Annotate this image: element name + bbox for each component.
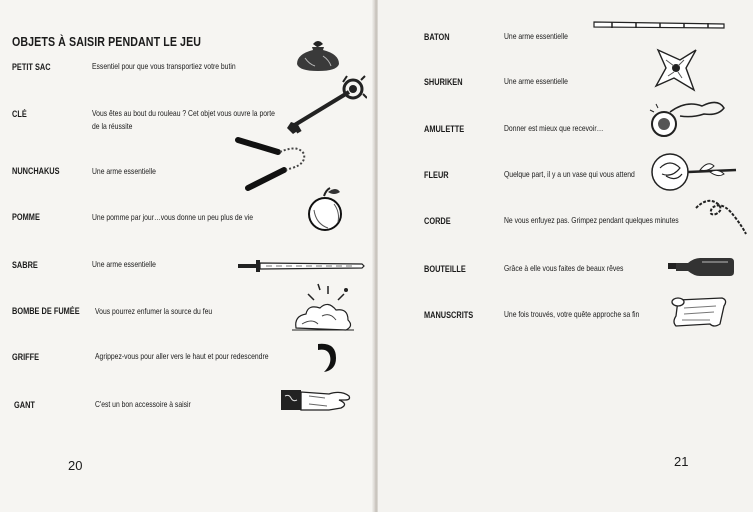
item-desc-corde: Ne vous enfuyez pas. Grimpez pendant quelques minutes [504,215,679,225]
smoke-bomb-icon [288,280,358,332]
page-title: OBJETS À SAISIR PENDANT LE JEU [12,34,202,49]
item-name-baton: BATON [424,32,450,42]
nunchaku-icon [234,134,310,192]
sword-icon [236,258,366,274]
pouch-icon [293,38,343,72]
item-desc-griffe: Agrippez-vous pour aller vers le haut et pour redescendre [95,351,269,361]
item-name-amulette: AMULETTE [424,124,465,134]
item-desc-nunchakus: Une arme essentielle [92,166,156,176]
item-desc-bombe-de-fumee: Vous pourrez enfumer la source du feu [95,306,213,316]
item-desc-cle-line2: de la réussite [92,121,133,131]
glove-icon [279,384,353,416]
item-name-pomme: POMME [12,212,40,222]
item-name-petit-sac: PETIT SAC [12,62,51,72]
item-name-nunchakus: NUNCHAKUS [12,166,60,176]
apple-icon [304,186,346,232]
shuriken-icon [654,46,698,92]
item-name-manuscrits: MANUSCRITS [424,310,474,320]
item-desc-cle: Vous êtes au bout du rouleau ? Cet objet vous ouvre la porte [92,108,275,118]
item-name-gant: GANT [14,400,35,410]
item-desc-petit-sac: Essentiel pour que vous transportiez votre butin [92,61,236,71]
item-name-shuriken: SHURIKEN [424,77,463,87]
item-desc-gant: C'est un bon accessoire à saisir [95,399,191,409]
claw-icon [312,340,340,374]
item-name-bombe-de-fumee: BOMBE DE FUMÉE [12,306,80,316]
item-desc-bouteille: Grâce à elle vous faites de beaux rêves [504,263,624,273]
item-desc-pomme: Une pomme par jour…vous donne un peu plus de vie [92,212,254,222]
left-page [0,0,374,512]
item-desc-baton: Une arme essentielle [504,31,568,41]
staff-icon [592,18,728,32]
item-name-bouteille: BOUTEILLE [424,264,466,274]
rope-icon [694,196,748,238]
item-desc-manuscrits: Une fois trouvés, votre quête approche sa fin [504,309,640,319]
page-number: 20 [68,458,83,473]
item-name-sabre: SABRE [12,260,38,270]
item-name-griffe: GRIFFE [12,352,40,362]
amulet-icon [646,96,730,144]
scroll-icon [670,294,730,330]
item-desc-fleur: Quelque part, il y a un vase qui vous attend [504,169,635,179]
rose-icon [648,146,740,198]
right-page [378,0,753,512]
page-number: 21 [674,454,689,469]
item-name-cle: CLÉ [12,109,27,119]
item-desc-sabre: Une arme essentielle [92,259,156,269]
key-icon [283,74,367,136]
bottle-icon [666,254,736,278]
item-desc-shuriken: Une arme essentielle [504,76,568,86]
item-name-fleur: FLEUR [424,170,449,180]
item-name-corde: CORDE [424,216,451,226]
item-desc-amulette: Donner est mieux que recevoir… [504,123,604,133]
